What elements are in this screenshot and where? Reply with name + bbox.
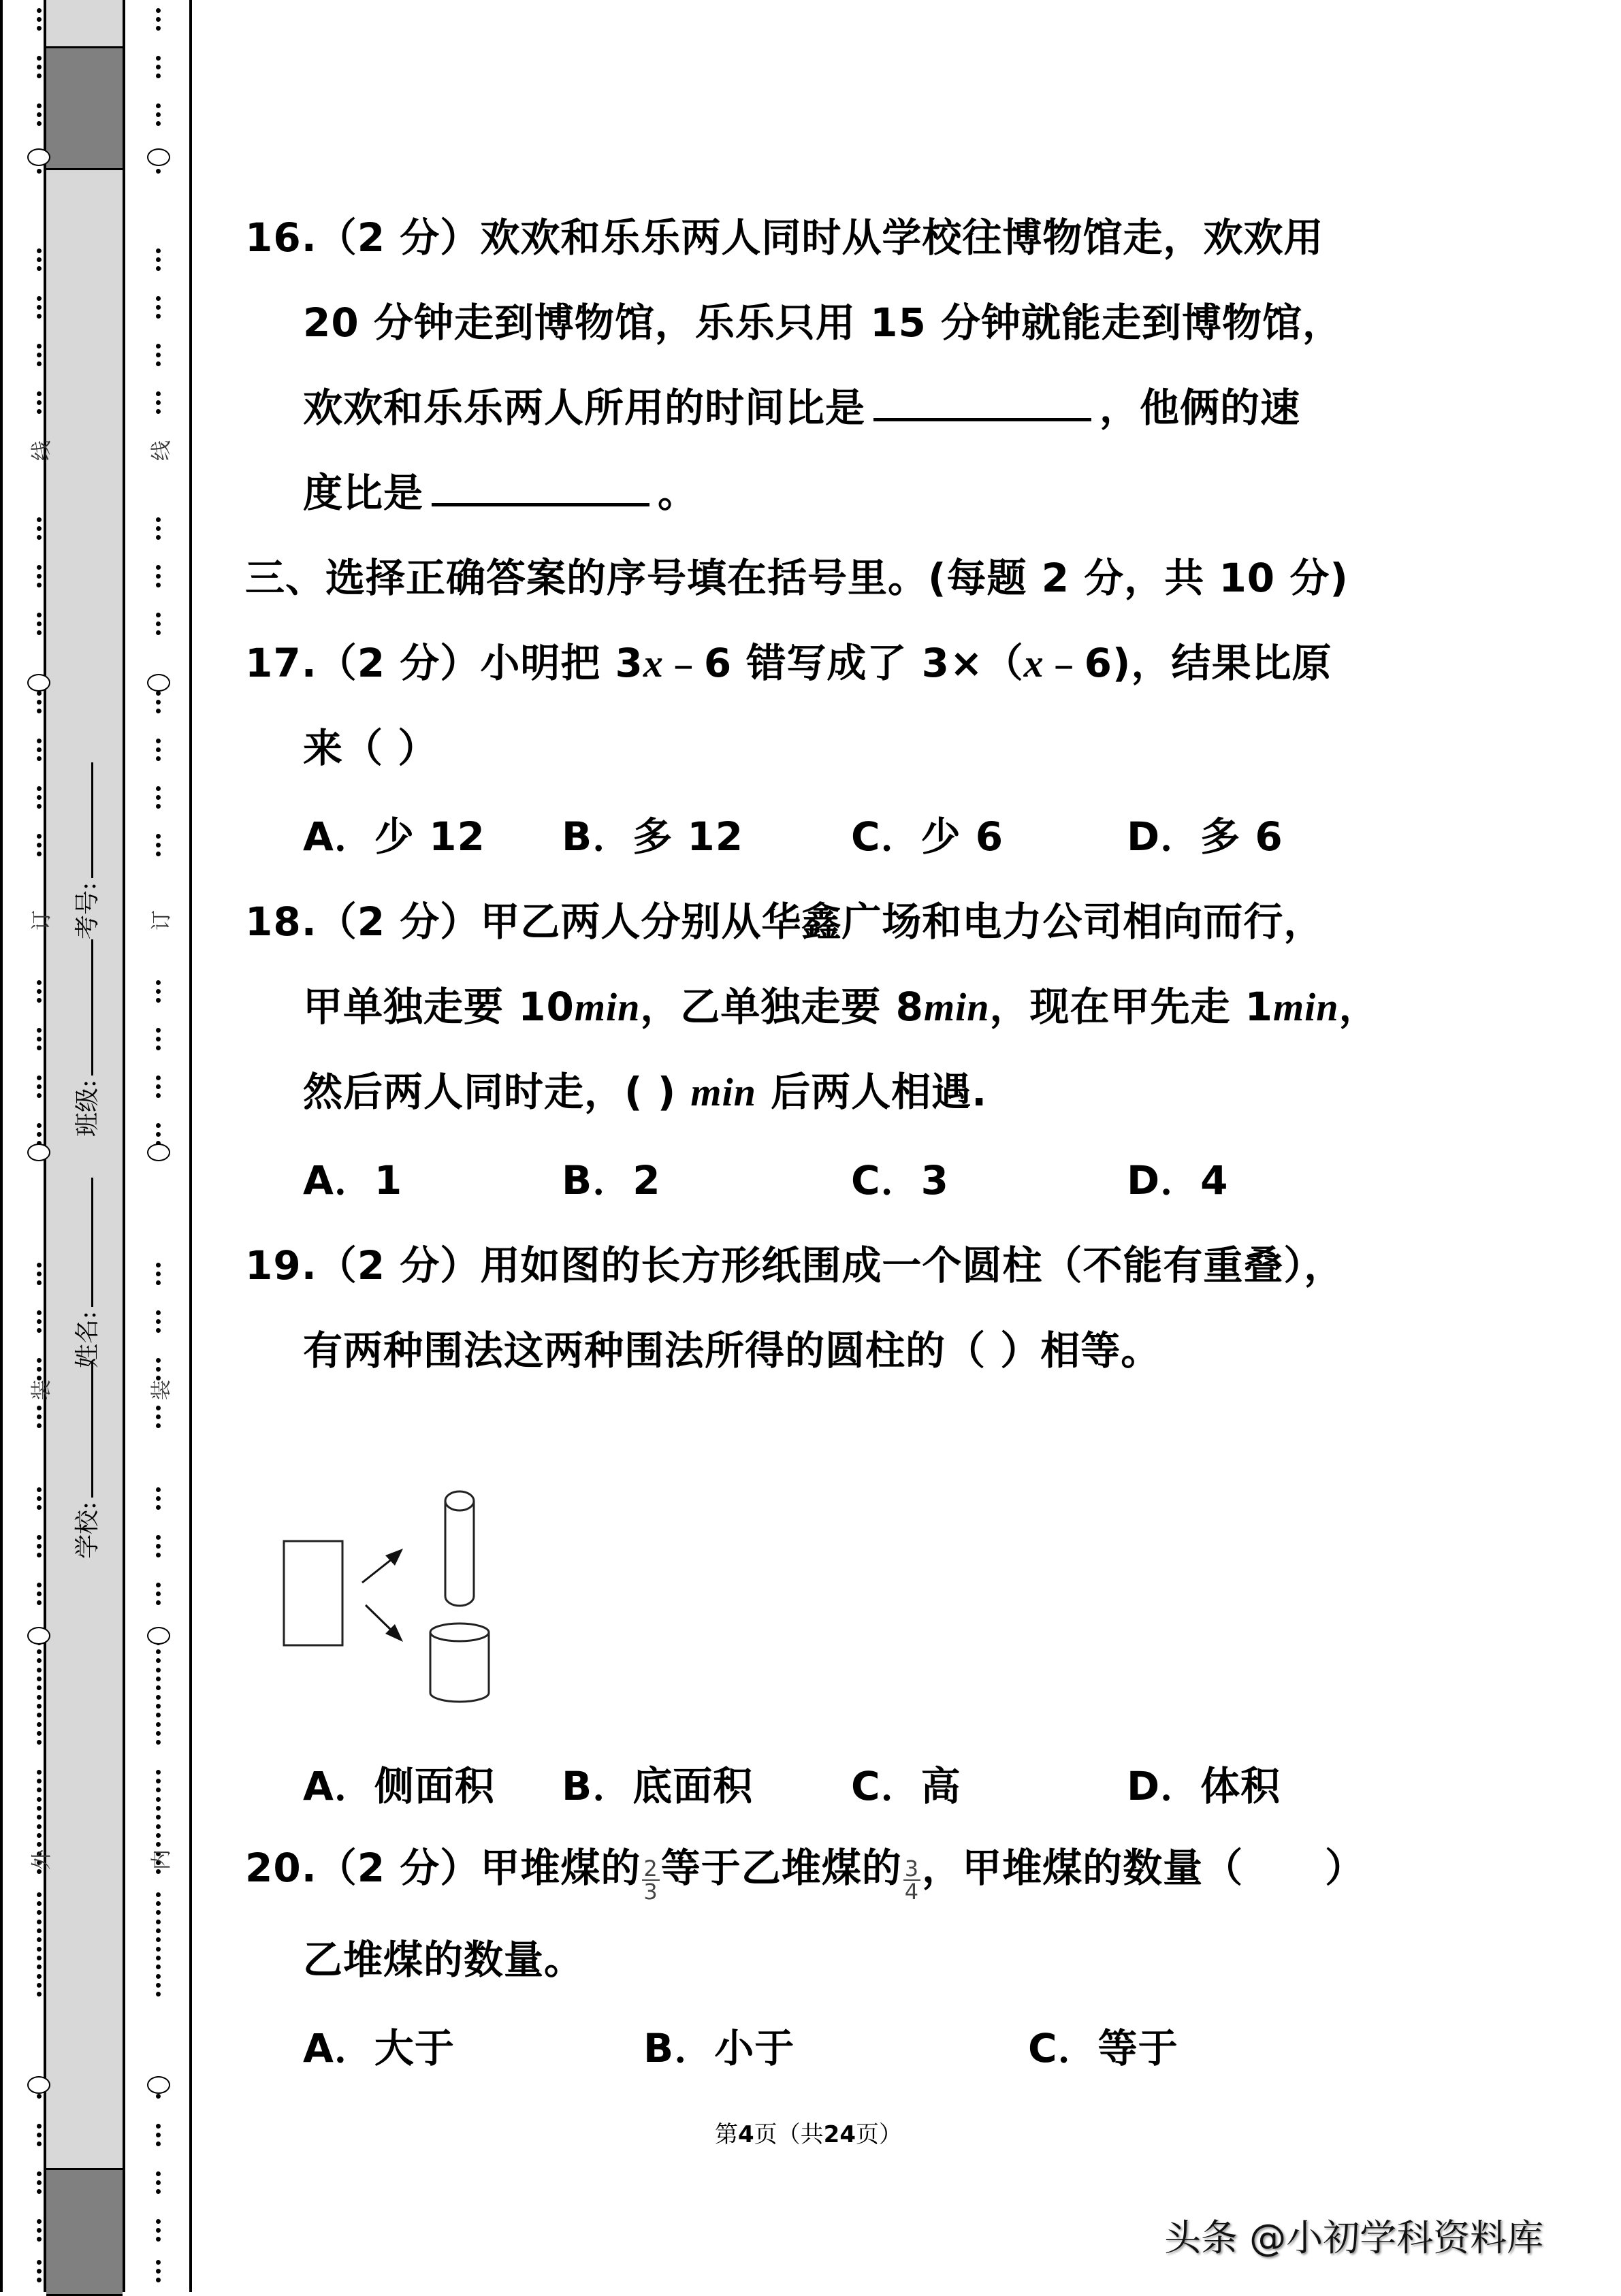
fraction-three-quarters: $\frac{3}{4}$ (904, 1856, 920, 1905)
answer-paren[interactable]: 有两种围法这两种围法所得的圆柱的（ ）相等。 (303, 1327, 1161, 1374)
question-number: 18. (245, 899, 317, 945)
binding-hole-icon (27, 2076, 50, 2094)
question-score: （2 分） (317, 214, 481, 261)
binding-hole-icon (147, 674, 170, 692)
inner-label-mount: 装 (150, 1380, 174, 1400)
binding-hole-icon (147, 2076, 170, 2094)
margin-border-left (0, 0, 3, 2292)
option-c[interactable]: C．高 (851, 1763, 961, 1809)
option-a[interactable]: A．1 (303, 1157, 403, 1203)
option-d[interactable]: D．4 (1127, 1157, 1229, 1203)
current-page: 4 (738, 2121, 754, 2148)
short-cylinder-icon (430, 1623, 489, 1702)
fraction-two-thirds: $\frac{2}{3}$ (643, 1856, 658, 1905)
inner-label-bind: 订 (150, 910, 174, 931)
inner-label-line: 线 (150, 440, 174, 461)
option-c[interactable]: C．3 (851, 1157, 949, 1203)
rectangle-to-cylinder-figure (259, 1464, 531, 1722)
option-c[interactable]: C．等于 (1028, 2025, 1178, 2071)
question-number: 20. (245, 1845, 317, 1892)
option-a[interactable]: A．少 12 (303, 813, 485, 860)
option-c[interactable]: C．少 6 (851, 813, 1004, 860)
option-a[interactable]: A．侧面积 (303, 1763, 495, 1809)
question-score: （2 分） (317, 1845, 481, 1892)
outer-label-mount: 装 (30, 1380, 54, 1400)
inner-label-inside: 内 (150, 1849, 174, 1870)
binding-hole-icon (147, 148, 170, 166)
name-field[interactable]: 姓名: (68, 1178, 103, 1368)
question-score: （2 分） (317, 640, 481, 686)
option-b[interactable]: B．多 12 (562, 813, 744, 860)
binding-hole-icon (27, 674, 50, 692)
rectangle-paper-icon (284, 1541, 342, 1645)
margin-border-right (189, 0, 192, 2292)
answer-paren[interactable]: 然后两人同时走，( ) (303, 1069, 691, 1115)
tall-cylinder-icon (445, 1491, 474, 1606)
student-info-strip (44, 0, 125, 2292)
binding-hole-icon (27, 1627, 50, 1645)
question-number: 16. (245, 214, 317, 261)
binding-hole-icon (27, 148, 50, 166)
page-footer: 第4页（共24页） (715, 2121, 902, 2148)
option-b[interactable]: B．2 (562, 1157, 661, 1203)
option-b[interactable]: B．小于 (643, 2025, 795, 2071)
outer-label-outside: 外 (30, 1849, 54, 1870)
school-field[interactable]: 学校: (68, 1361, 103, 1559)
outer-label-line: 线 (30, 440, 54, 461)
exam-number-field[interactable]: 考号: (68, 762, 103, 939)
answer-paren[interactable]: ，甲堆煤的数量（ (922, 1845, 1244, 1892)
binding-hole-icon (147, 1144, 170, 1161)
binding-hole-icon (147, 1627, 170, 1645)
outer-label-bind: 订 (30, 910, 54, 931)
answer-blank-time-ratio[interactable] (873, 418, 1091, 421)
option-d[interactable]: D．体积 (1127, 1763, 1281, 1809)
answer-paren[interactable]: 来（ ） (303, 725, 438, 771)
question-number: 19. (245, 1242, 317, 1289)
question-number: 17. (245, 640, 317, 686)
question-score: （2 分） (317, 899, 481, 945)
question-score: （2 分） (317, 1242, 481, 1289)
dark-block-bottom (46, 2168, 123, 2296)
total-pages: 24 (823, 2121, 856, 2148)
option-d[interactable]: D．多 6 (1127, 813, 1283, 860)
section-heading: 三、选择正确答案的序号填在括号里。(每题 2 分，共 10 分) (245, 555, 1349, 601)
option-a[interactable]: A．大于 (303, 2025, 455, 2071)
answer-blank-speed-ratio[interactable] (432, 503, 649, 506)
option-b[interactable]: B．底面积 (562, 1763, 754, 1809)
dark-block-top (46, 46, 123, 170)
watermark: 头条 @小初学科资料库 (1164, 2216, 1544, 2259)
class-field[interactable]: 班级: (68, 939, 103, 1137)
binding-hole-icon (27, 1144, 50, 1161)
